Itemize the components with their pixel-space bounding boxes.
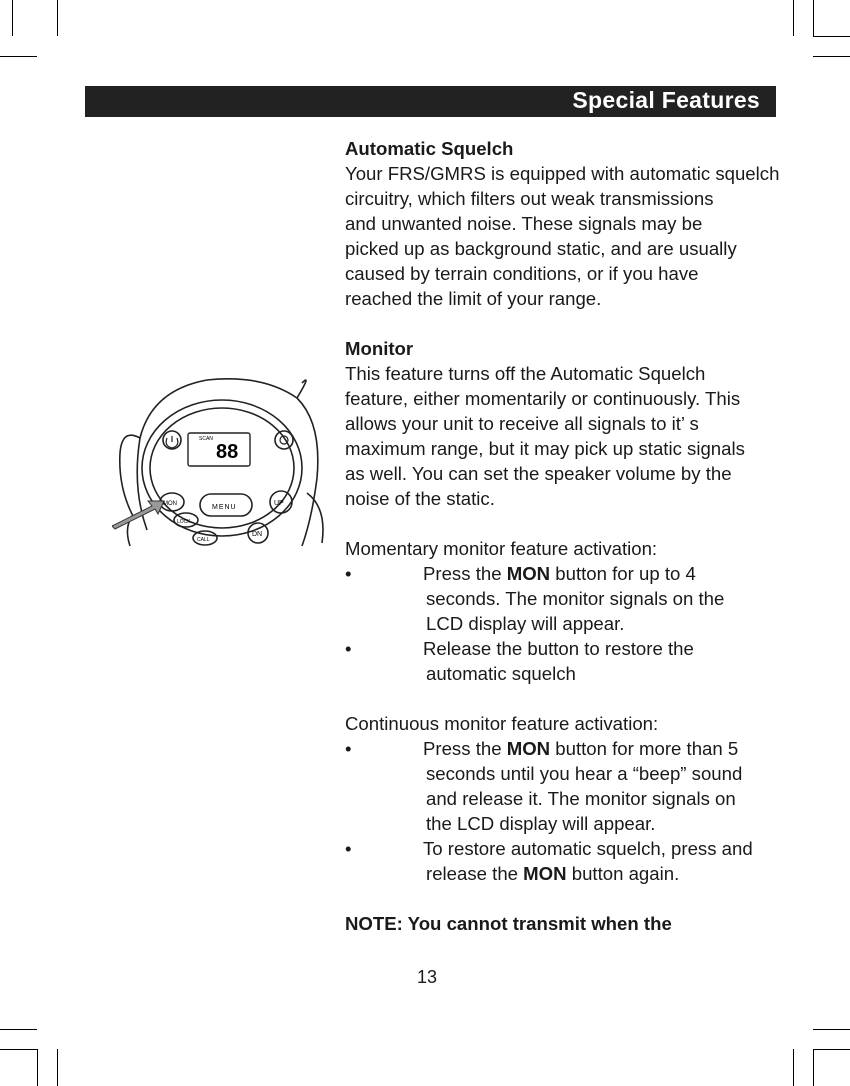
text-line: maximum range, but it may pick up static signals <box>345 438 745 459</box>
page-number: 13 <box>417 967 438 987</box>
svg-text:CALL: CALL <box>197 537 210 543</box>
text-line: Your FRS/GMRS is equipped with automatic squelch <box>345 163 780 184</box>
bullet-item: • Release the button to restore the automatic squelch <box>345 638 694 684</box>
crop-mark <box>813 1049 850 1050</box>
heading-monitor: Monitor <box>345 338 414 359</box>
body-text <box>345 136 835 936</box>
text-line: caused by terrain conditions, or if you have <box>345 263 699 284</box>
svg-text:DN: DN <box>252 531 263 538</box>
svg-text:88: 88 <box>216 441 239 463</box>
svg-text:MON: MON <box>163 501 177 507</box>
section-header-bar <box>85 86 776 117</box>
text-line: noise of the static. <box>345 488 495 509</box>
text-line: allows your unit to receive all signals to it’ s <box>345 413 699 434</box>
text-line: feature, either momentarily or continuously. This <box>345 388 741 409</box>
text-line: This feature turns off the Automatic Squelch <box>345 363 706 384</box>
crop-mark <box>0 1029 37 1030</box>
heading-automatic-squelch: Automatic Squelch <box>345 138 514 159</box>
momentary-intro: Momentary monitor feature activation: <box>345 538 658 559</box>
continuous-intro: Continuous monitor feature activation: <box>345 713 659 734</box>
svg-text:SCAN: SCAN <box>199 436 213 442</box>
bullet-item: • To restore automatic squelch, press and release the MON button again. <box>345 838 753 884</box>
crop-mark <box>57 1049 58 1086</box>
crop-mark <box>813 0 814 36</box>
crop-mark <box>0 56 37 57</box>
bullet-item: • Press the MON button for up to 4 seconds. The monitor signals on the LCD display will appear. <box>345 563 725 634</box>
crop-mark <box>793 1049 794 1086</box>
crop-mark <box>12 0 13 36</box>
crop-mark <box>813 1049 814 1086</box>
text-line: picked up as background static, and are usually <box>345 238 737 259</box>
radio-illustration <box>112 368 332 558</box>
svg-text:UP: UP <box>274 500 284 507</box>
crop-mark <box>0 1049 37 1050</box>
text-line: circuitry, which filters out weak transmissions <box>345 188 714 209</box>
crop-mark <box>37 1049 38 1086</box>
crop-mark <box>813 36 850 37</box>
note-text: NOTE: You cannot transmit when the <box>345 913 672 934</box>
pointer-arrow <box>112 501 164 529</box>
crop-mark <box>813 1029 850 1030</box>
text-line: reached the limit of your range. <box>345 288 602 309</box>
text-line: and unwanted noise. These signals may be <box>345 213 703 234</box>
crop-mark <box>57 0 58 36</box>
section-title: Special Features <box>572 87 760 113</box>
bullet-item: • Press the MON button for more than 5 seconds until you hear a “beep” sound and release it. The monitor signals on the LCD display will appear. <box>345 738 743 834</box>
text-line: as well. You can set the speaker volume by the <box>345 463 732 484</box>
svg-text:LOCK: LOCK <box>177 519 191 525</box>
crop-mark <box>793 0 794 36</box>
svg-text:MENU: MENU <box>212 504 237 511</box>
crop-mark <box>813 56 850 57</box>
